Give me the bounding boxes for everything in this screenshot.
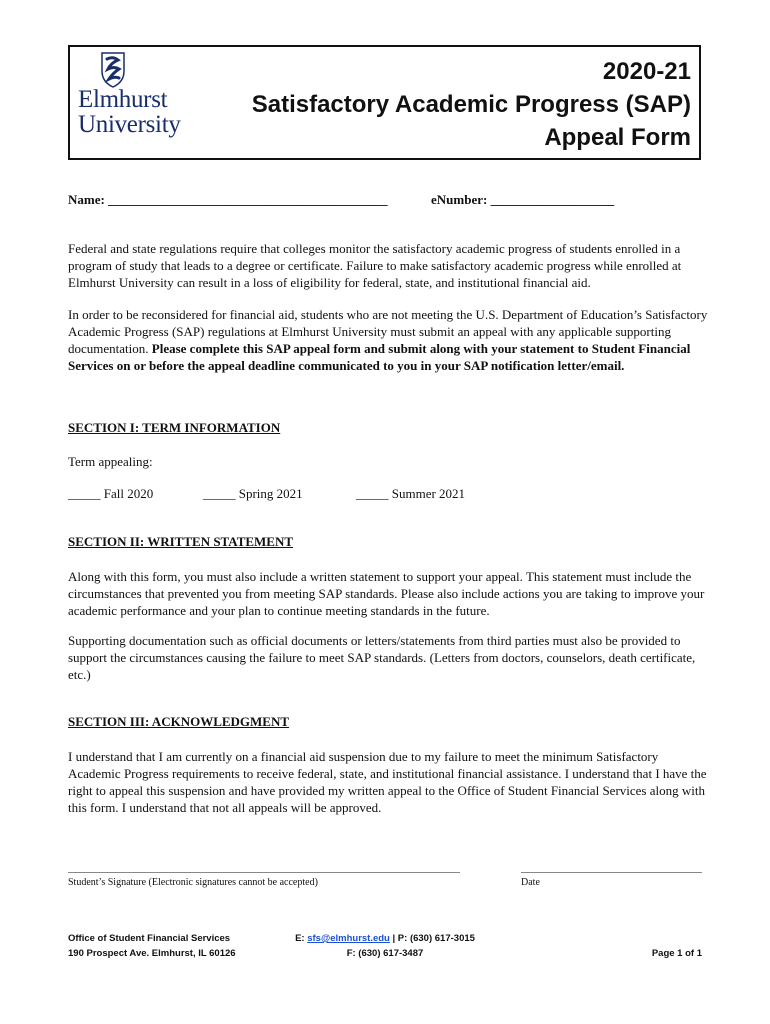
footer-email-prefix: E: bbox=[295, 933, 308, 944]
shield-logo-icon bbox=[98, 51, 128, 89]
title-block bbox=[252, 55, 691, 154]
section-1-heading: SECTION I: TERM INFORMATION bbox=[68, 420, 281, 435]
section-3-heading: SECTION III: ACKNOWLEDGMENT bbox=[68, 714, 290, 729]
form-subtitle: Appeal Form bbox=[544, 124, 691, 151]
footer-fax: F: (630) 617-3487 bbox=[346, 948, 424, 959]
section-3-paragraph: I understand that I am currently on a financial aid suspension due to my failure to meet the minimum Satisfactory Academic Progress requirements to receive federal, state, and institutional financial assistance. I understand that I have the right to appeal this suspension and have provided my written appeal to the Office of Student Financial Services along with this form. I understand that not all appeals will be approved. bbox=[68, 749, 707, 815]
footer-office-name: Office of Student Financial Services bbox=[68, 933, 231, 944]
intro-paragraph-1: Federal and state regulations require that colleges monitor the satisfactory academic progress of students enrolled in a program of study that leads to a degree or certificate. Failure to make satisfactory academic progress while enrolled at Elmhurst University can result in a loss of eligibility for federal, state, and institutional financial aid. bbox=[68, 241, 682, 290]
intro-paragraph-2 bbox=[68, 306, 708, 374]
footer-phone: | P: (630) 617-3015 bbox=[389, 933, 475, 944]
term-option-summer[interactable]: _____ Summer 2021 bbox=[356, 486, 466, 501]
footer-office bbox=[68, 931, 236, 961]
date-line[interactable] bbox=[521, 872, 702, 873]
footer-contact bbox=[260, 931, 510, 961]
name-field[interactable]: Name: ___________________________________________ bbox=[68, 192, 388, 207]
signature-line[interactable] bbox=[68, 872, 460, 873]
footer-address: 190 Prospect Ave. Elmhurst, IL 60126 bbox=[68, 948, 236, 959]
page-number: Page 1 of 1 bbox=[651, 948, 702, 959]
footer-email-link[interactable]: sfs@elmhurst.edu bbox=[307, 933, 390, 944]
term-option-spring[interactable]: _____ Spring 2021 bbox=[203, 486, 303, 501]
term-appealing-label: Term appealing: bbox=[68, 454, 153, 469]
form-title: Satisfactory Academic Progress (SAP) bbox=[251, 91, 691, 118]
section-2-heading: SECTION II: WRITTEN STATEMENT bbox=[68, 534, 294, 549]
logo-line-2: University bbox=[78, 111, 181, 138]
signature-label: Student’s Signature (Electronic signatures cannot be accepted) bbox=[68, 877, 318, 888]
date-label: Date bbox=[521, 877, 540, 888]
university-logo bbox=[78, 51, 198, 151]
intro-paragraph-2-text: In order to be reconsidered for financial aid, students who are not meeting the U.S. Department of Education’s Satisfactory Academic Progress (SAP) regulations at Elmhurst University must submit an appeal with any applicable supporting documentation. bbox=[68, 307, 708, 356]
section-2-paragraph-1: Along with this form, you must also include a written statement to support your appeal. This statement must include the circumstances that prevented you from meeting SAP standards. Please also include actions you are taking to improve your academic performance and your plan to continue meeting standards in the future. bbox=[68, 569, 705, 618]
header-box bbox=[68, 45, 701, 160]
section-2-paragraph-2: Supporting documentation such as official documents or letters/statements from third parties must also be provided to support the circumstances causing the failure to meet SAP standards. (Letters from doctors, counselors, death certificate, etc.) bbox=[68, 633, 696, 682]
term-option-fall[interactable]: _____ Fall 2020 bbox=[68, 486, 154, 501]
form-year: 2020-21 bbox=[602, 58, 691, 85]
intro-paragraph-2-bold: Please complete this SAP appeal form and submit along with your statement to Student Financial Services on or before the appeal deadline communicated to you in your SAP notification letter/email. bbox=[68, 341, 691, 373]
logo-line-1: Elmhurst bbox=[78, 86, 168, 113]
enumber-field[interactable]: eNumber: ___________________ bbox=[431, 192, 615, 207]
